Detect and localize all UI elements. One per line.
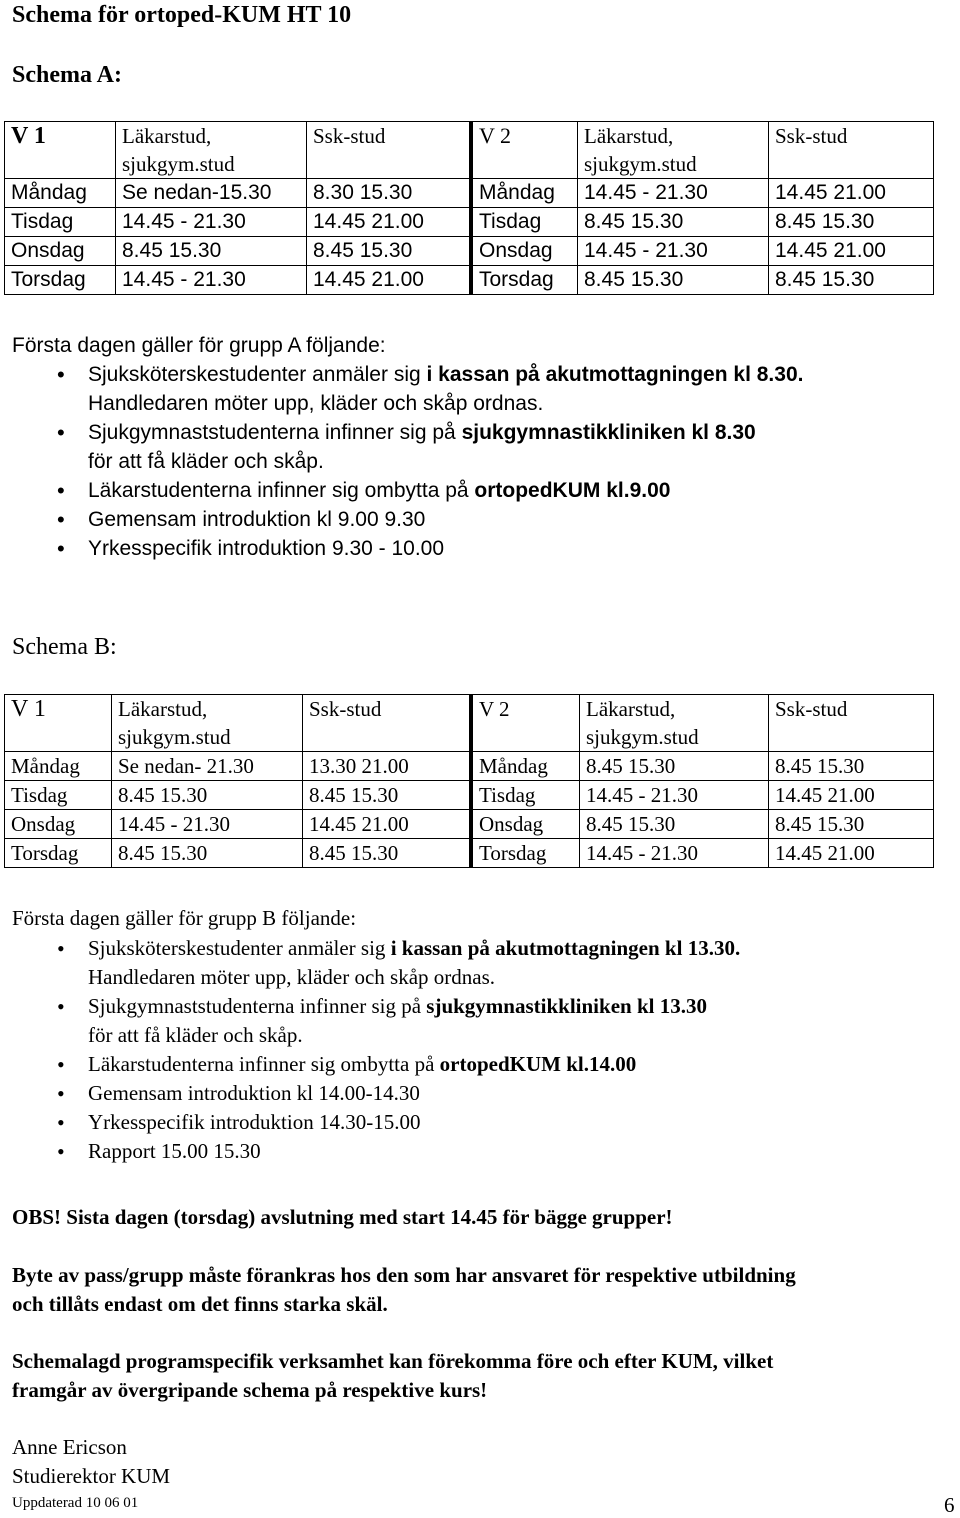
day-cell: Tisdag [471, 208, 578, 237]
list-item: • Sjuksköterskestudenter anmäler sig i kassan på akutmottagningen kl 8.30. Handledaren möter upp, kläder och skåp ordnas. [12, 360, 803, 418]
time-cell: 14.45 21.00 [769, 839, 934, 868]
week-label: V 1 [5, 122, 116, 179]
time-cell: 14.45 21.00 [307, 208, 472, 237]
day-cell: Måndag [471, 752, 580, 781]
list-item: • Rapport 15.00 15.30 [12, 1137, 740, 1166]
list-item: • Sjukgymnaststudenterna infinner sig på sjukgymnastikkliniken kl 8.30 för att få kläder och skåp. [12, 418, 803, 476]
day-cell: Torsdag [5, 266, 116, 295]
list-item: • Yrkesspecifik introduktion 9.30 - 10.00 [12, 534, 803, 563]
updated-date: Uppdaterad 10 06 01 [12, 1495, 139, 1511]
time-cell: 14.45 - 21.30 [578, 237, 769, 266]
signature [12, 1433, 170, 1491]
schema-b-intro: Första dagen gäller för grupp B följande: [12, 906, 357, 930]
time-cell: 14.45 21.00 [303, 810, 472, 839]
time-cell: 13.30 21.00 [303, 752, 472, 781]
time-cell: 14.45 - 21.30 [116, 208, 307, 237]
day-cell: Måndag [471, 179, 578, 208]
list-item: • Gemensam introduktion kl 9.00 9.30 [12, 505, 803, 534]
time-cell: 14.45 21.00 [307, 266, 472, 295]
time-cell: 8.45 15.30 [116, 237, 307, 266]
day-cell: Torsdag [471, 266, 578, 295]
time-cell: 14.45 21.00 [769, 237, 934, 266]
day-cell: Tisdag [5, 208, 116, 237]
time-cell: Se nedan- 21.30 [112, 752, 303, 781]
day-cell: Onsdag [5, 237, 116, 266]
time-cell: 8.45 15.30 [112, 839, 303, 868]
table-row [5, 752, 934, 781]
change-note [12, 1261, 796, 1319]
day-cell: Onsdag [5, 810, 112, 839]
time-cell: Se nedan-15.30 [116, 179, 307, 208]
note-line: Schemalagd programspecifik verksamhet kan förekomma före och efter KUM, vilket [12, 1349, 774, 1373]
schema-b-heading: Schema B: [12, 634, 117, 660]
column-header: Läkarstud, sjukgym.stud [580, 695, 769, 752]
time-cell: 8.45 15.30 [769, 208, 934, 237]
day-cell: Tisdag [5, 781, 112, 810]
table-row [5, 179, 934, 208]
time-cell: 8.45 15.30 [307, 237, 472, 266]
table-row [5, 266, 934, 295]
schema-a-intro: Första dagen gäller för grupp A följande: [12, 334, 386, 357]
column-header: Ssk-stud [307, 122, 472, 179]
week-label: V 2 [471, 122, 578, 179]
schema-a-list [12, 360, 803, 563]
column-header: Ssk-stud [769, 695, 934, 752]
time-cell: 8.30 15.30 [307, 179, 472, 208]
day-cell: Torsdag [471, 839, 580, 868]
time-cell: 8.45 15.30 [769, 266, 934, 295]
list-item: • Gemensam introduktion kl 14.00-14.30 [12, 1079, 740, 1108]
time-cell: 8.45 15.30 [769, 752, 934, 781]
schema-a-table [4, 121, 934, 295]
table-row [5, 839, 934, 868]
time-cell: 8.45 15.30 [578, 266, 769, 295]
time-cell: 14.45 21.00 [769, 781, 934, 810]
list-item: • Läkarstudenterna infinner sig ombytta på ortopedKUM kl.14.00 [12, 1050, 740, 1079]
column-header: Ssk-stud [769, 122, 934, 179]
table-row [5, 237, 934, 266]
note-line: Byte av pass/grupp måste förankras hos den som har ansvaret för respektive utbildning [12, 1263, 796, 1287]
list-item: • Läkarstudenterna infinner sig ombytta på ortopedKUM kl.9.00 [12, 476, 803, 505]
column-header: Läkarstud, sjukgym.stud [112, 695, 303, 752]
day-cell: Onsdag [471, 810, 580, 839]
time-cell: 14.45 - 21.30 [116, 266, 307, 295]
time-cell: 14.45 - 21.30 [578, 179, 769, 208]
week-label: V 1 [5, 695, 112, 752]
column-header: Läkarstud, sjukgym.stud [578, 122, 769, 179]
week-label: V 2 [471, 695, 580, 752]
signature-title: Studierektor KUM [12, 1464, 171, 1488]
time-cell: 8.45 15.30 [580, 752, 769, 781]
day-cell: Tisdag [471, 781, 580, 810]
obs-note: OBS! Sista dagen (torsdag) avslutning med start 14.45 för bägge grupper! [12, 1205, 673, 1229]
time-cell: 14.45 - 21.30 [580, 839, 769, 868]
time-cell: 8.45 15.30 [303, 839, 472, 868]
column-header: Ssk-stud [303, 695, 472, 752]
table-row [5, 810, 934, 839]
time-cell: 8.45 15.30 [303, 781, 472, 810]
schema-b-list [12, 934, 740, 1166]
time-cell: 14.45 21.00 [769, 179, 934, 208]
note-line: och tillåts endast om det finns starka skäl. [12, 1292, 388, 1316]
time-cell: 14.45 - 21.30 [112, 810, 303, 839]
schema-a-heading: Schema A: [12, 62, 122, 88]
schedule-note [12, 1347, 773, 1405]
table-row [5, 781, 934, 810]
day-cell: Måndag [5, 752, 112, 781]
page-number: 6 [944, 1493, 955, 1517]
time-cell: 8.45 15.30 [112, 781, 303, 810]
signature-name: Anne Ericson [12, 1435, 127, 1459]
list-item: • Sjukgymnaststudenterna infinner sig på sjukgymnastikkliniken kl 13.30 för att få kläder och skåp. [12, 992, 740, 1050]
table-row [5, 208, 934, 237]
page-title: Schema för ortoped-KUM HT 10 [12, 2, 352, 28]
day-cell: Onsdag [471, 237, 578, 266]
day-cell: Torsdag [5, 839, 112, 868]
day-cell: Måndag [5, 179, 116, 208]
list-item: • Sjuksköterskestudenter anmäler sig i kassan på akutmottagningen kl 13.30. Handledaren möter upp, kläder och skåp ordnas. [12, 934, 740, 992]
schema-b-table [4, 694, 934, 868]
time-cell: 14.45 - 21.30 [580, 781, 769, 810]
time-cell: 8.45 15.30 [769, 810, 934, 839]
time-cell: 8.45 15.30 [578, 208, 769, 237]
note-line: framgår av övergripande schema på respektive kurs! [12, 1378, 488, 1402]
column-header: Läkarstud, sjukgym.stud [116, 122, 307, 179]
list-item: • Yrkesspecifik introduktion 14.30-15.00 [12, 1108, 740, 1137]
time-cell: 8.45 15.30 [580, 810, 769, 839]
